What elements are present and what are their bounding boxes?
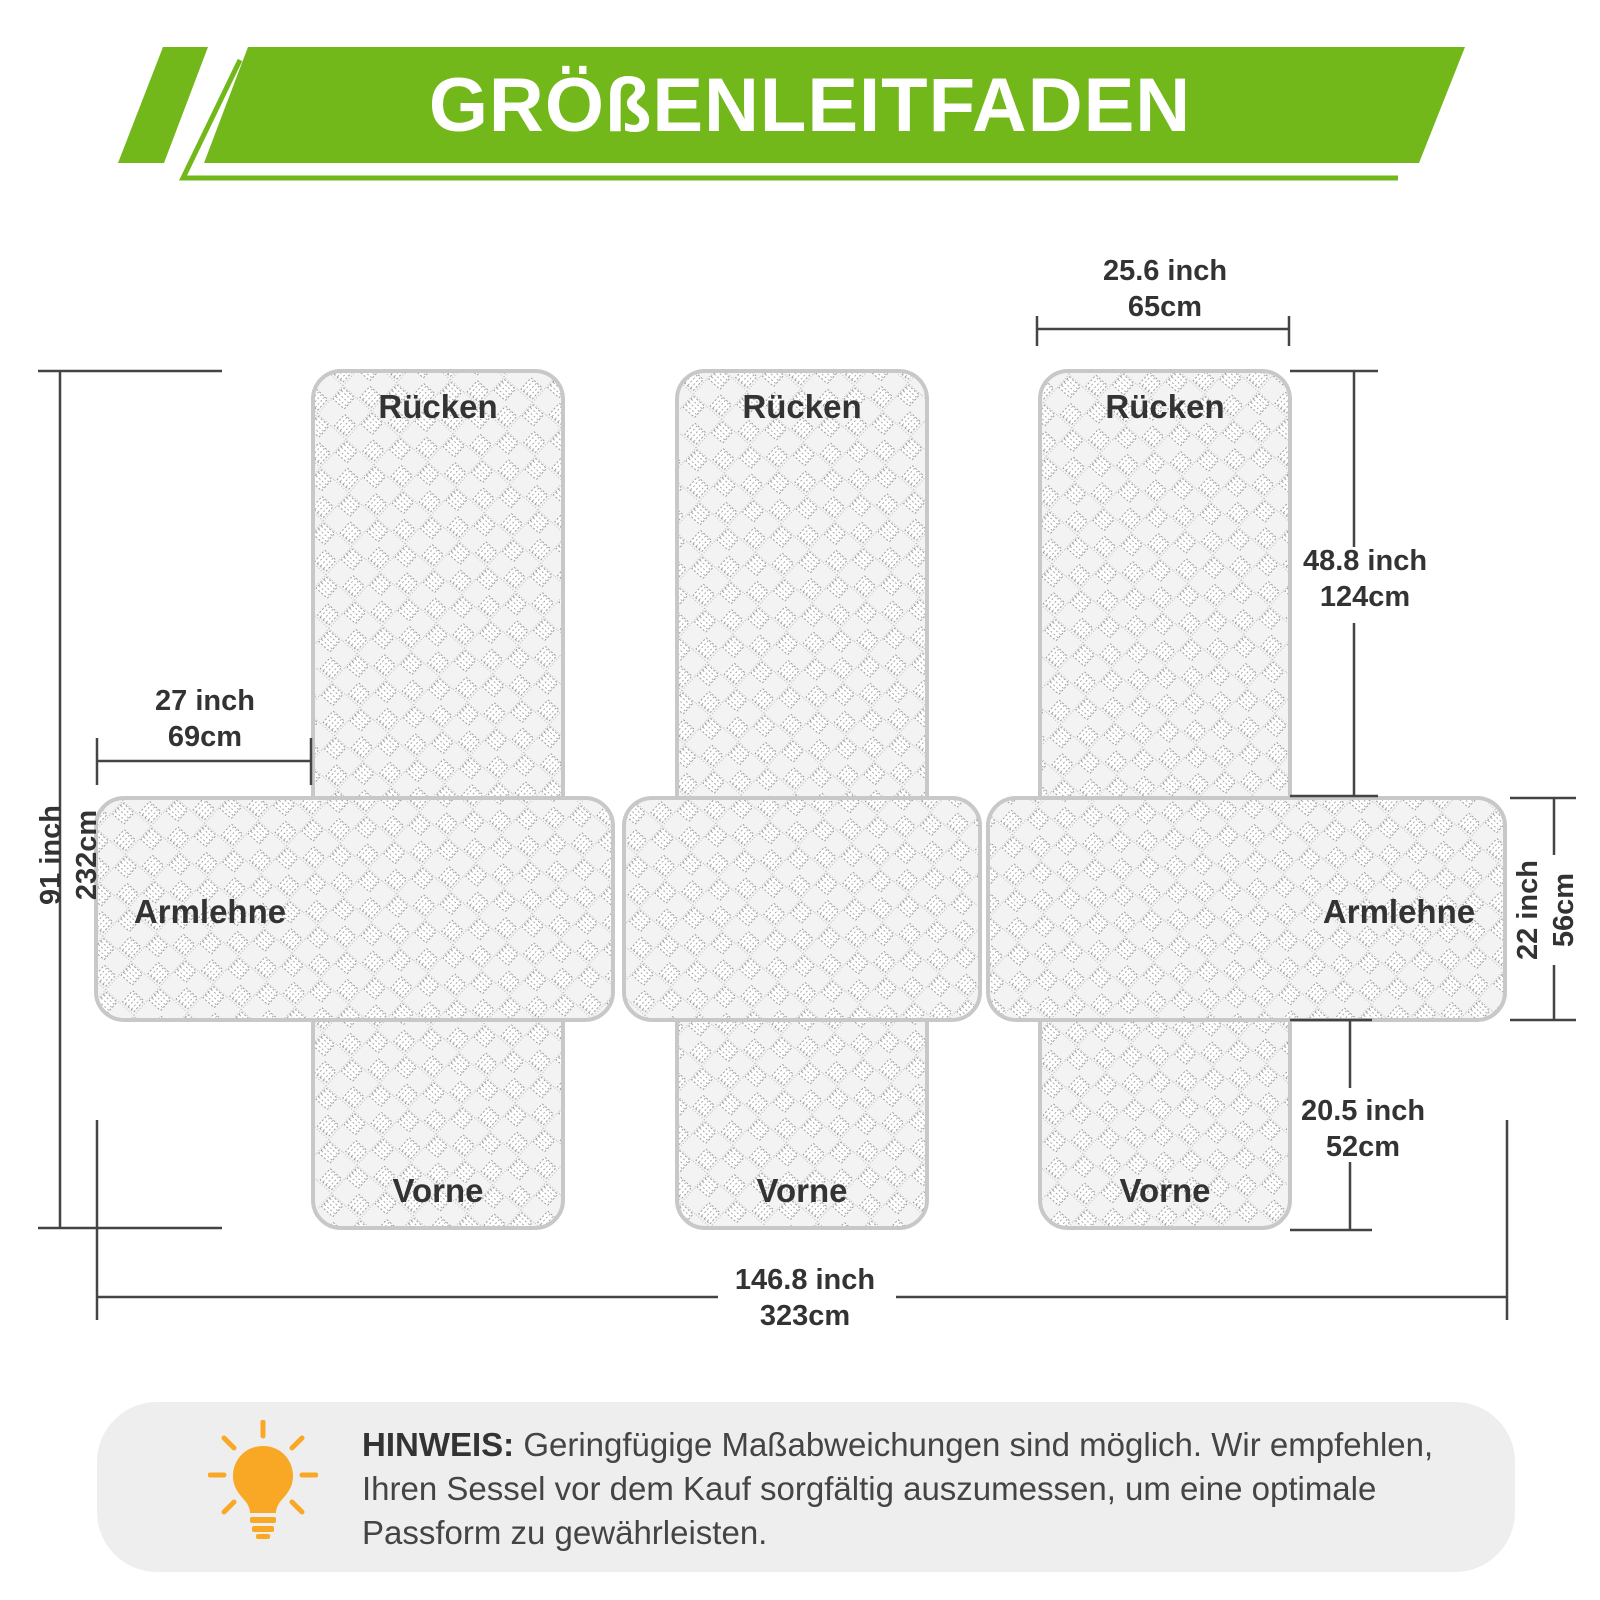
- piece-width-inch: 25.6 inch: [1102, 255, 1228, 287]
- front-length-cm: 52cm: [1325, 1131, 1401, 1163]
- arm-height-label: [1510, 835, 1584, 985]
- arm-width-cm: 69cm: [167, 721, 243, 753]
- middle-pad-join: [679, 801, 925, 1017]
- middle-pad-back-label: Rücken: [742, 388, 862, 425]
- left-pad-arm-label: Armlehne: [133, 893, 287, 930]
- arm-height-inch: 22 inch: [1512, 860, 1544, 960]
- arm-width-inch: 27 inch: [155, 685, 255, 717]
- back-length-cm: 124cm: [1319, 581, 1411, 613]
- page-title: GRÖßENLEITFADEN: [428, 63, 1192, 148]
- middle-seat-pad: [624, 371, 980, 1228]
- left-armrest-pad: [96, 371, 613, 1228]
- left-pad-back-label: Rücken: [378, 388, 498, 425]
- note-label: HINWEIS:: [362, 1426, 515, 1463]
- note-text: [362, 1423, 1472, 1555]
- piece-width-cm: 65cm: [1127, 291, 1203, 323]
- front-length-label: [1278, 1093, 1448, 1165]
- right-pad-arm-label: Armlehne: [1322, 893, 1476, 930]
- total-width-cm: 323cm: [759, 1300, 851, 1332]
- total-length-inch: 91 inch: [35, 805, 67, 905]
- right-pad-front-label: Vorne: [1119, 1172, 1211, 1209]
- note-body: Geringfügige Maßabweichungen sind möglich. Wir empfehlen, Ihren Sessel vor dem Kauf sorgfältig auszumessen, um eine optimale Passform zu gewährleisten.: [362, 1426, 1434, 1551]
- left-pad-arm-join: [315, 801, 561, 1017]
- total-width-label: [710, 1262, 900, 1334]
- arm-width-label: [120, 683, 290, 755]
- arm-height-cm: 56cm: [1548, 872, 1580, 948]
- middle-pad-front-label: Vorne: [756, 1172, 848, 1209]
- back-length-inch: 48.8 inch: [1302, 545, 1428, 577]
- total-length-cm: 232cm: [71, 809, 103, 901]
- total-length-label: [33, 775, 107, 935]
- back-length-label: [1280, 543, 1450, 615]
- left-pad-front-label: Vorne: [392, 1172, 484, 1209]
- right-pad-back-label: Rücken: [1105, 388, 1225, 425]
- piece-width-label: [1045, 253, 1285, 325]
- lightbulb-icon: [208, 1420, 318, 1540]
- right-pad-arm-join: [1042, 801, 1288, 1017]
- total-width-inch: 146.8 inch: [734, 1264, 876, 1296]
- front-length-inch: 20.5 inch: [1300, 1095, 1426, 1127]
